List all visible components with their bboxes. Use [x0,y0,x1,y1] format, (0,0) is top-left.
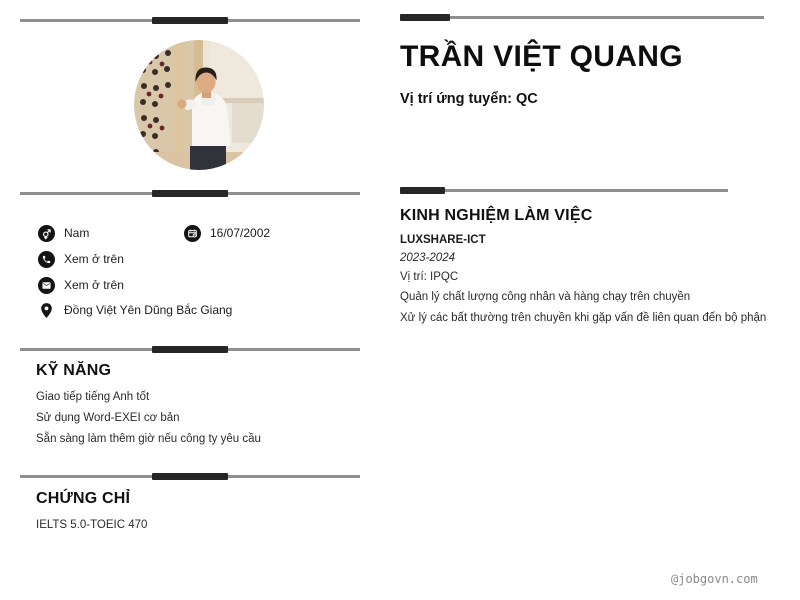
phone-icon [38,251,55,268]
divider-left-skills [20,346,360,353]
phone-value: Xem ở trên [64,252,124,266]
skills-title: KỸ NĂNG [36,362,112,379]
skills-list [36,387,261,450]
profile-photo-art [134,40,264,170]
skill-item: Sử dụng Word-EXEI cơ bản [36,412,180,424]
info-row-birthday [184,224,270,242]
info-row-email [38,276,124,294]
gender-icon [38,225,55,242]
skill-item: Giao tiếp tiếng Anh tốt [36,391,150,403]
divider-left-top [20,17,360,24]
candidate-name: TRẦN VIỆT QUANG [400,40,683,73]
applied-position: Vị trí ứng tuyển: QC [400,91,538,107]
birthday-value: 16/07/2002 [210,226,271,240]
divider-left-certificates [20,473,360,480]
info-row-address [38,301,232,319]
site-watermark: @jobgovn.com [671,572,758,586]
experience-duty: Quản lý chất lượng công nhân và hàng chạy trên chuyền [400,291,691,303]
divider-right-top [400,14,764,21]
experience-role: Vị trí: IPQC [400,271,459,283]
email-icon [38,277,55,294]
certificates-title: CHỨNG CHỈ [36,490,131,507]
profile-photo [134,40,264,170]
certificate-item: IELTS 5.0-TOEIC 470 [36,519,148,531]
experience-duty: Xử lý các bất thường trên chuyền khi gặp vấn đề liên quan đến bộ phận [400,312,767,324]
certificates-list [36,515,147,536]
divider-right-experience [400,187,728,194]
experience-period: 2023-2024 [400,252,455,264]
info-row-phone [38,250,124,268]
calendar-icon [184,225,201,242]
info-row-gender [38,224,89,242]
experience-company: LUXSHARE-ICT [400,234,486,246]
experience-title: KINH NGHIỆM LÀM VIỆC [400,207,593,224]
location-icon [38,302,55,319]
address-value: Đồng Việt Yên Dũng Bắc Giang [64,303,233,317]
gender-value: Nam [64,226,90,240]
email-value: Xem ở trên [64,278,124,292]
skill-item: Sẵn sàng làm thêm giờ nếu công ty yêu cầu [36,433,261,445]
divider-left-info [20,190,360,197]
